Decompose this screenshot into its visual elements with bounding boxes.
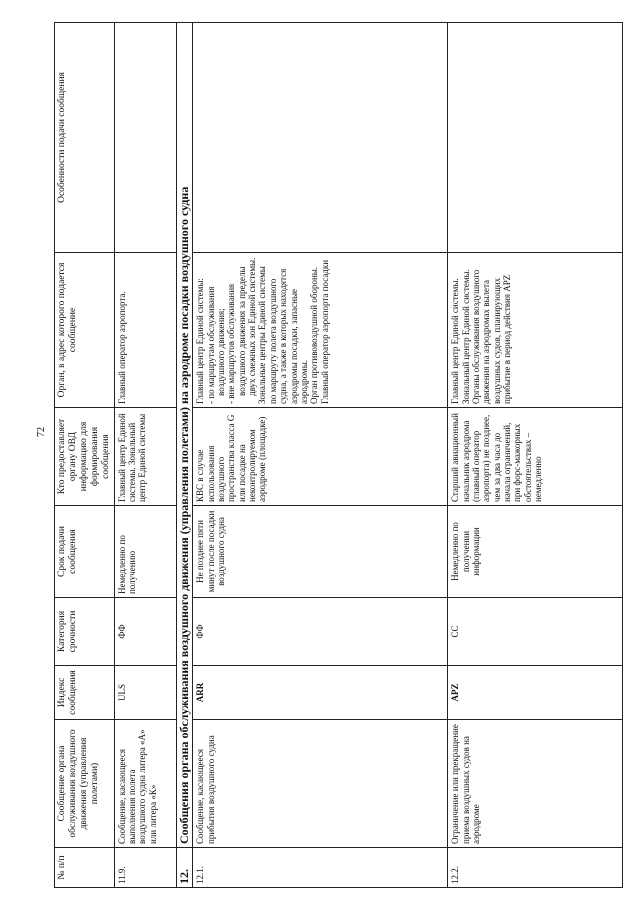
header-category: Категория срочности	[55, 598, 115, 666]
cell-num: 12.1.	[193, 848, 448, 888]
header-message: Сообщение органа обслуживания воздушного движения (управления полетами)	[55, 720, 115, 848]
cell-provider: Старший авиационный начальник аэродрома (главный оператор аэропорта) не позднее, чем за два часа до начала ограничений, при форс-мажорных обстоятельствах – немедленно	[448, 408, 623, 506]
header-index: Индекс сообщения	[55, 666, 115, 720]
section-row	[176, 23, 193, 888]
messages-table	[54, 22, 623, 888]
cell-recipient: Главный оператор аэропорта.	[114, 253, 176, 408]
table-row	[448, 23, 623, 888]
cell-notes	[114, 23, 176, 253]
table-header-row	[55, 23, 115, 888]
page-number: 72	[36, 427, 47, 437]
header-deadline: Срок подачи сообщения	[55, 506, 115, 598]
cell-deadline: Не позднее пяти минут после посадки воздушного судна	[193, 506, 448, 598]
cell-message: Сообщение, касающееся прибытия воздушного судна	[193, 720, 448, 848]
cell-recipient: Главный центр Единой системы. Зональный центр Единой системы. Органы обслуживания воздушного движения на аэродромах вылета воздушных судов, планирующих прибытие в период действия APZ	[448, 253, 623, 408]
cell-provider: Главный центр Единой системы. Зональный центр Единой системы	[114, 408, 176, 506]
cell-notes	[448, 23, 623, 253]
recipient-list	[206, 256, 258, 404]
header-num: № п/п	[55, 848, 115, 888]
recipient-air-defense: Орган противовоздушной обороны.	[309, 266, 320, 404]
header-notes: Особенности подачи сообщения	[55, 23, 115, 253]
cell-provider: КВС в случае использования воздушного пространства класса G или посадке на неконтролируемом аэродроме (площадке)	[193, 408, 448, 506]
section-num: 12.	[176, 848, 193, 888]
cell-recipient	[193, 253, 448, 408]
header-provider: Кто предоставляет органу ОВД информацию для формирования сообщения	[55, 408, 115, 506]
cell-category: ФФ	[193, 598, 448, 666]
cell-deadline: Немедленно по получению	[114, 506, 176, 598]
list-item: - по маршрутам обслуживания воздушного движения;	[205, 286, 227, 404]
cell-index: ULS	[114, 666, 176, 720]
cell-category: СС	[448, 598, 623, 666]
section-title: Сообщения органа обслуживания воздушного движения (управления полетами) на аэродроме посадки воздушного судна	[176, 23, 193, 848]
recipient-zonal: Зональные центры Единой системы по маршруту полета воздушного судна, а также в которых находятся аэродромы посадки, запасные аэродромы.	[257, 266, 309, 404]
cell-num: 11.9.	[114, 848, 176, 888]
cell-category: ФФ	[114, 598, 176, 666]
cell-message: Ограничение или прекращение приема воздушных судов на аэродроме	[448, 720, 623, 848]
cell-notes	[193, 23, 448, 253]
rotated-page	[54, 23, 622, 888]
list-item: - вне маршрутов обслуживания воздушного движения за пределы двух смежных зон Единой системы.	[226, 257, 258, 404]
header-recipient: Орган, в адрес которого подается сообщение	[55, 253, 115, 408]
recipient-intro: Главный центр Единой системы:	[195, 278, 206, 404]
recipient-operator: Главный оператор аэропорта посадки	[319, 259, 330, 404]
cell-deadline: Немедленно по получении информации	[448, 506, 623, 598]
cell-index: APZ	[448, 666, 623, 720]
table-row	[114, 23, 176, 888]
table-row	[193, 23, 448, 888]
cell-num: 12.2.	[448, 848, 623, 888]
cell-message: Сообщение, касающееся выполнения полета воздушного судна литера «А» или литера «К»	[114, 720, 176, 848]
cell-index: ARR	[193, 666, 448, 720]
